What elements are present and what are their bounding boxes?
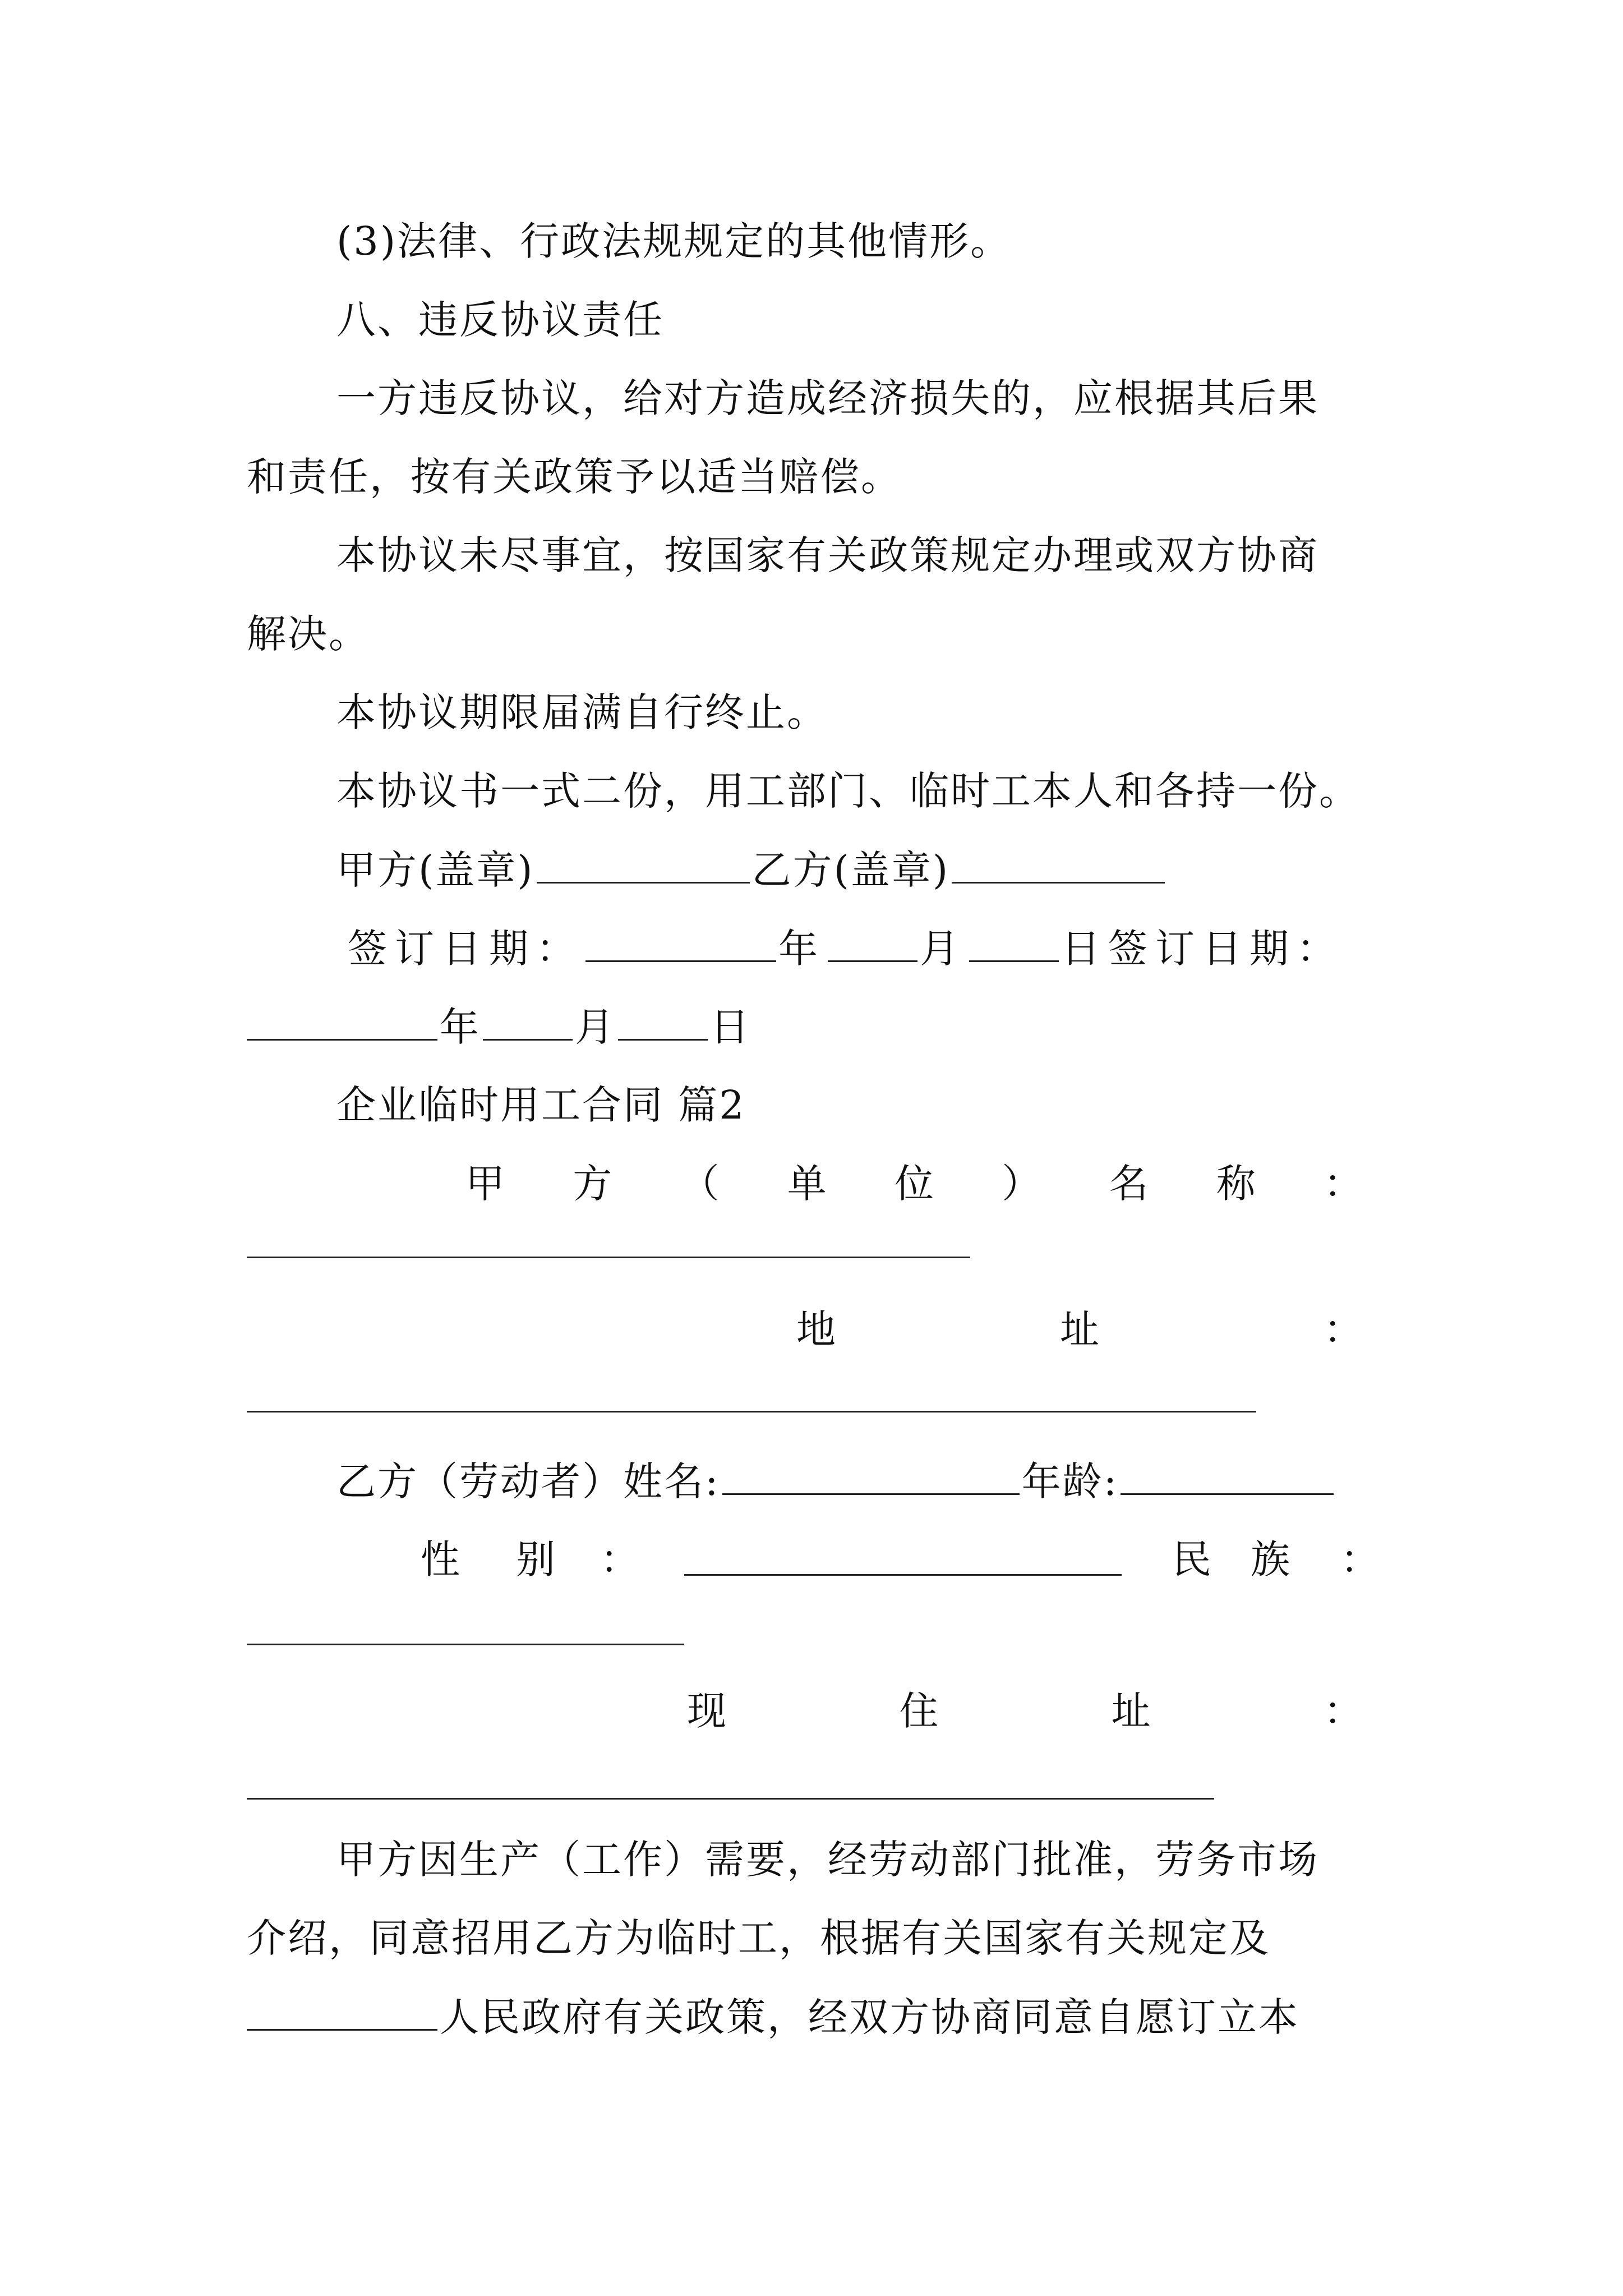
contract-title: 企业临时用工合同 篇2 [336,1082,746,1128]
month-blank[interactable] [483,999,573,1041]
label-char: 址 [1060,1306,1099,1352]
label-char: （ [680,1161,720,1207]
residence-line [687,1683,1363,1739]
label-char: 住 [899,1688,939,1734]
party-b-age-label: 年龄: [1021,1458,1119,1504]
label-char: 称 [1216,1161,1256,1207]
paragraph-text: 人民政府有关政策，经双方协商同意自愿订立本 [440,1994,1299,2040]
party-b-name-blank[interactable] [722,1453,1020,1495]
label-char: 甲 [465,1161,505,1207]
party-a-seal-blank[interactable] [537,841,750,884]
party-a-name-blank[interactable] [247,1257,970,1258]
label-char: ： [1323,1688,1363,1734]
label-char: 单 [787,1161,827,1207]
label-char: 名 [1109,1161,1149,1207]
label-char: ： [1340,1536,1381,1582]
party-a-address-blank[interactable] [247,1411,1256,1412]
year-char: 年 [440,1004,481,1050]
date-label-a: 签订日期： [348,926,583,972]
paragraph-line: 本协议未尽事宜，按国家有关政策规定办理或双方协商 [336,532,1319,578]
paragraph-line [247,1989,1299,2045]
label-char: ： [1324,1306,1363,1352]
government-blank[interactable] [247,1989,437,2031]
label-char: 地 [796,1306,836,1352]
paragraph-line: 甲方因生产（工作）需要，经劳动部门批准，劳务市场 [336,1837,1319,1883]
label-char: 现 [687,1688,726,1734]
residence-blank[interactable] [247,1798,1214,1800]
label-char: ） [1002,1161,1041,1207]
paragraph-line: 解决。 [247,611,370,657]
label-char: 位 [895,1161,934,1207]
day-blank[interactable] [969,920,1059,962]
date-line-continued [247,999,751,1055]
label-char: 族 [1251,1536,1292,1582]
paragraph-line: 本协议期限届满自行终止。 [336,689,828,735]
date-line [348,920,1344,977]
paragraph-line: 一方违反协议，给对方造成经济损失的，应根据其后果 [336,375,1319,421]
label-char: 址 [1111,1688,1151,1734]
day-char: 日 [1061,926,1108,972]
paragraph-line: 介绍，同意招用乙方为临时工，根据有关国家有关规定及 [247,1915,1270,1961]
gender-blank[interactable] [684,1534,1122,1576]
label-char: 民 [1172,1536,1213,1582]
party-b-seal-label: 乙方(盖章) [751,847,950,893]
date-label-b: 签订日期： [1108,926,1344,972]
signature-line [336,841,1167,898]
section-heading: 八、违反协议责任 [336,297,664,343]
month-blank[interactable] [828,920,917,962]
label-char: ： [1324,1161,1363,1207]
party-a-name-line [465,1156,1363,1212]
year-blank[interactable] [247,999,437,1041]
ethnicity-blank[interactable] [247,1644,684,1645]
label-char: 方 [573,1161,612,1207]
year-blank[interactable] [585,920,776,962]
label-char: ： [600,1536,641,1582]
year-char: 年 [778,926,826,972]
month-char: 月 [575,1004,616,1050]
month-char: 月 [920,926,967,972]
paragraph-line: (3)法律、行政法规规定的其他情形。 [336,218,1012,264]
party-b-name-label: 乙方（劳动者）姓名: [336,1458,720,1504]
paragraph-line: 本协议书一式二份，用工部门、临时工本人和各持一份。 [336,768,1360,814]
day-blank[interactable] [618,999,708,1041]
day-char: 日 [710,1004,751,1050]
party-b-seal-blank[interactable] [952,841,1165,884]
label-char: 别 [516,1536,557,1582]
label-char: 性 [421,1536,462,1582]
party-b-age-blank[interactable] [1121,1453,1334,1495]
party-a-address-line [796,1301,1363,1358]
paragraph-line: 和责任，按有关政策予以适当赔偿。 [247,454,902,500]
party-b-line [336,1453,1336,1510]
party-a-seal-label: 甲方(盖章) [336,847,534,893]
